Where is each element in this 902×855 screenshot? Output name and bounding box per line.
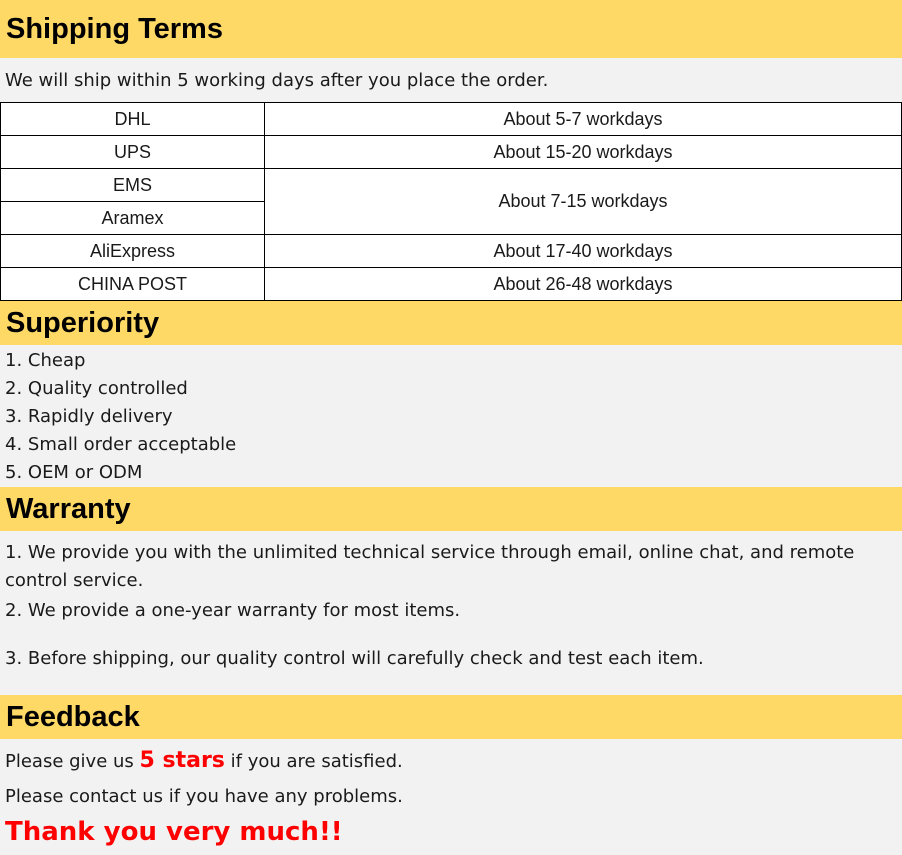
rating-prompt-text: Please give us: [5, 751, 134, 772]
thank-you-message: Thank you very much!!: [5, 817, 343, 847]
five-stars-highlight: 5 stars: [139, 748, 225, 773]
warranty-list: [0, 531, 902, 695]
feedback-heading: Feedback: [0, 695, 902, 739]
shipping-table: [0, 102, 902, 301]
table-row: [1, 268, 902, 301]
table-row: [1, 169, 902, 202]
delivery-time-cell: About 7-15 workdays: [265, 169, 902, 235]
carrier-cell: Aramex: [1, 202, 265, 235]
delivery-time-cell: About 26-48 workdays: [265, 268, 902, 301]
delivery-time-cell: About 15-20 workdays: [265, 136, 902, 169]
superiority-heading: Superiority: [0, 301, 902, 345]
list-item: 4. Small order acceptable: [5, 434, 237, 455]
shipping-terms-heading: Shipping Terms: [0, 0, 902, 58]
shipping-intro-text: We will ship within 5 working days after you place the order.: [5, 69, 549, 91]
list-item: 1. Cheap: [5, 350, 86, 371]
table-row: [1, 103, 902, 136]
carrier-cell: CHINA POST: [1, 268, 265, 301]
contact-line: Please contact us if you have any problems.: [5, 786, 403, 807]
carrier-cell: EMS: [1, 169, 265, 202]
delivery-time-cell: About 17-40 workdays: [265, 235, 902, 268]
rating-condition-text: if you are satisfied.: [230, 751, 403, 772]
warranty-heading: Warranty: [0, 487, 902, 531]
list-item: 5. OEM or ODM: [5, 462, 143, 483]
list-item: 3. Rapidly delivery: [5, 406, 173, 427]
list-item: 1. We provide you with the unlimited technical service through email, online chat, and remote control service.: [5, 542, 855, 591]
feedback-section: [0, 739, 902, 855]
delivery-time-cell: About 5-7 workdays: [265, 103, 902, 136]
superiority-list: [0, 345, 902, 487]
carrier-cell: UPS: [1, 136, 265, 169]
feedback-rating-line: [5, 739, 902, 779]
list-item: 3. Before shipping, our quality control will carefully check and test each item.: [5, 648, 704, 669]
list-item: 2. Quality controlled: [5, 378, 188, 399]
table-row: [1, 136, 902, 169]
carrier-cell: AliExpress: [1, 235, 265, 268]
carrier-cell: DHL: [1, 103, 265, 136]
list-item: 2. We provide a one-year warranty for most items.: [5, 600, 461, 621]
table-row: [1, 235, 902, 268]
